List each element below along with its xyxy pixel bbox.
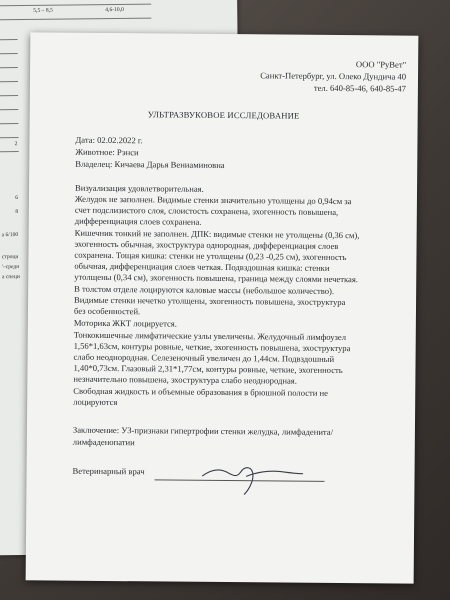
- org-name: ООО "РуВет": [355, 59, 407, 70]
- body-line: Моторика ЖКТ лоцируется.: [73, 317, 177, 329]
- body-line: 1,40*0,73см. Глазовый 2,31*1,77см, контуры ровные, четкие, эхогенность: [73, 362, 343, 376]
- body-line: незначительно повышена, эхоструктура слабо неоднородная.: [73, 373, 297, 386]
- body-line: обычная, дифференциация слоев четкая. Подвздошная кишка: стенки: [74, 260, 330, 273]
- signature-label: Ветеринарный врач: [72, 465, 145, 477]
- conclusion-line: Заключение: УЗ-признаки гипертрофии стенки желудка, лимфаденита/: [72, 424, 334, 437]
- owner-name: Владелец: Кичаева Дарья Вениаминовна: [75, 158, 225, 171]
- signature-scribble-icon: [196, 458, 306, 499]
- body-line: эхогенность обычная, эхоструктура однородная, дифференциация слоев: [74, 238, 339, 252]
- background-rule: [0, 67, 18, 68]
- background-fragment: 2: [14, 141, 18, 148]
- body-line: слабо неоднородная. Селезеночный увеличен до 1,44см. Подвздошный: [73, 351, 335, 364]
- body-line: Желудок не заполнен. Видимые стенки значительно утолщены до 0,94см за: [74, 193, 352, 207]
- animal-name: Животное: Рэнси: [75, 146, 139, 158]
- body-line: без особенностей.: [73, 305, 141, 317]
- background-fragment: 6: [15, 195, 19, 202]
- body-line: дифференциация слоев сохранена.: [74, 215, 202, 227]
- body-line: Кишечник тонкий не заполнен. ДПК: видимые стенки не утолщены (0,36 см),: [74, 227, 360, 241]
- background-rule: [0, 53, 18, 54]
- background-table-row: [0, 6, 124, 14]
- exam-date: Дата: 02.02.2022 г.: [75, 134, 143, 146]
- background-fragment: а специ: [1, 274, 20, 281]
- background-header-fragment: [39, 0, 53, 2]
- background-rule: [0, 151, 19, 152]
- background-rule: [0, 39, 18, 40]
- org-address: Санкт-Петербург, ул. Олеко Дундича 40: [260, 70, 407, 82]
- org-phone: тел. 640-85-46, 640-85-47: [313, 82, 406, 94]
- body-line: В толстом отделе лоцируются каловые массы (небольшое количество).: [74, 283, 335, 296]
- ultrasound-report-sheet: [26, 32, 419, 583]
- background-rule: [0, 81, 18, 82]
- conclusion-line: лимфаденопатии: [72, 436, 135, 448]
- background-fragment: 8: [15, 209, 19, 216]
- background-fragment: '–средн: [1, 264, 20, 271]
- background-fragment: а 6/100: [1, 232, 19, 239]
- background-cell: 4,6-10,0: [105, 6, 124, 14]
- body-line: лоцируются: [73, 396, 118, 408]
- body-line: счет подслизистого слоя, слоистость сохранена, эхогенность повышена,: [74, 204, 339, 218]
- background-rule: [0, 4, 151, 7]
- body-line: Визуализация удовлетворительная.: [75, 182, 204, 194]
- background-fragment: строци: [1, 254, 19, 261]
- body-line: 1,56*1,63см, контуры ровные, четкие, эхогенность повышена, эхоструктура: [73, 340, 351, 354]
- background-cell: 5,5 – 8,5: [33, 7, 53, 14]
- background-rule: [0, 109, 18, 110]
- body-line: Тонкокишечные лимфатические узлы увеличены. Желудочный лимфоузел: [73, 329, 347, 343]
- background-rule: [0, 137, 19, 138]
- background-rule: [0, 123, 18, 124]
- report-title: УЛЬТРАЗВУКОВОЕ ИССЛЕДОВАНИЕ: [147, 109, 300, 121]
- body-line: Свободная жидкость и объемные образования в брюшной полости не: [73, 385, 329, 398]
- body-line: утолщены (0,34 см), эхогенность повышена, граница между слоями нечеткая.: [74, 271, 359, 285]
- body-line: сохранена. Тощая кишка: стенки не утолщены (0,23 -0,25 см), эхогенность: [74, 249, 347, 263]
- background-rule: [0, 95, 18, 96]
- background-rule: [0, 18, 151, 21]
- body-line: Видимые стенки нечетко утолщены, эхогенность повышена, эхоструктура: [74, 294, 346, 308]
